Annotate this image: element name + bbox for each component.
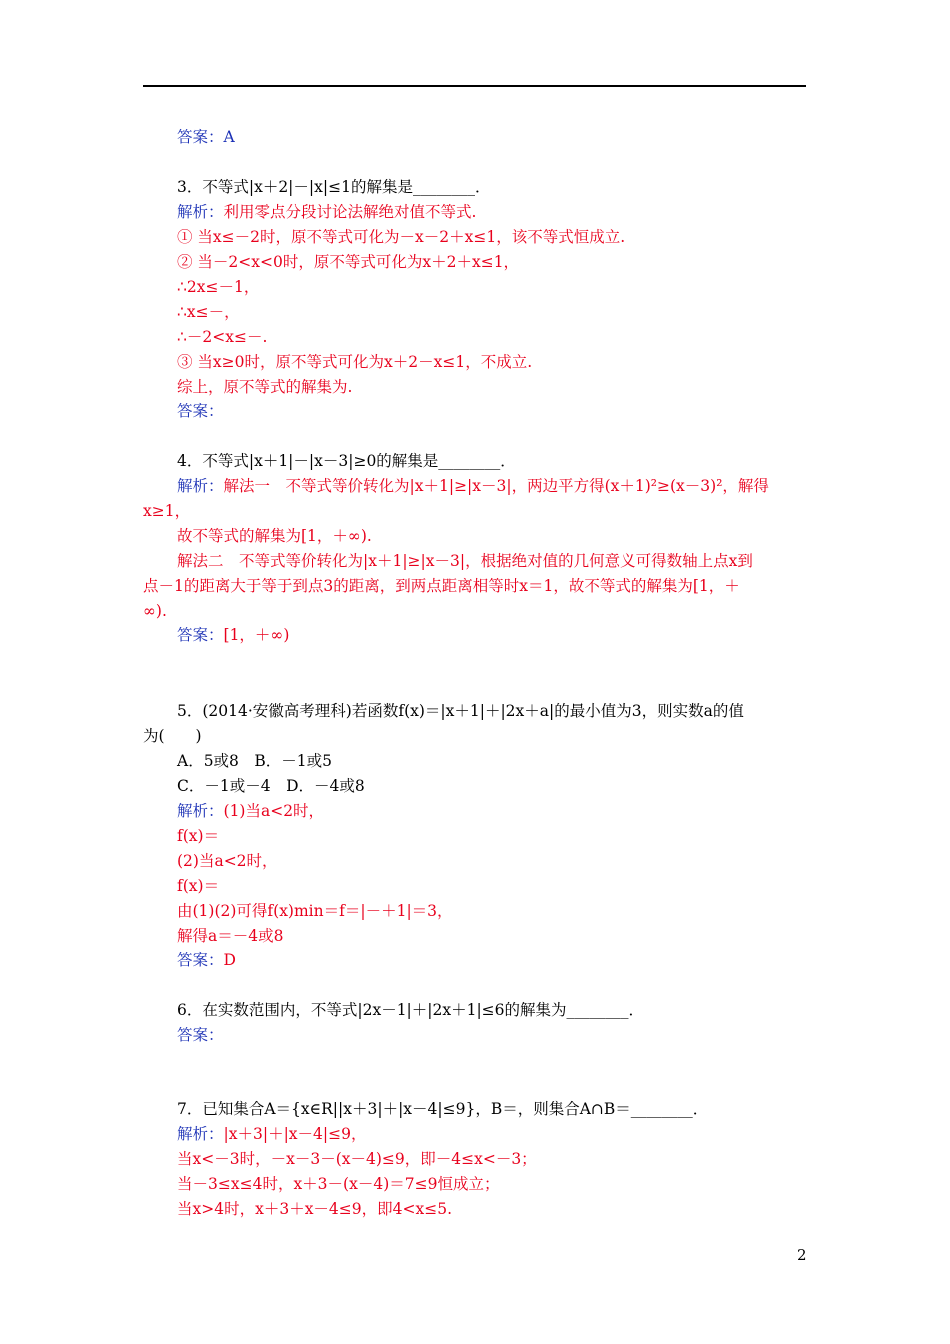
solution-text: 当x>4时，x＋3＋x－4≤9，即4<x≤5. — [177, 1200, 453, 1218]
solution-text: (1)当a<2时， — [223, 802, 325, 820]
text-line — [143, 500, 190, 522]
text-line — [177, 700, 744, 722]
solution-text: 利用零点分段讨论法解绝对值不等式. — [223, 203, 477, 221]
label-text: 答案： — [177, 1026, 224, 1044]
solution-text: 解得a＝－4或8 — [177, 927, 284, 945]
solution-text: D — [223, 951, 236, 969]
question-text: C．－1或－4 D．－4或8 — [177, 777, 365, 795]
question-text: 5．(2014·安徽高考理科)若函数f(x)＝|x＋1|＋|2x＋a|的最小值为3，则实数a的值 — [177, 702, 744, 720]
solution-text: f(x)＝ — [177, 827, 220, 845]
text-line — [177, 400, 224, 422]
question-text: 为( ) — [143, 727, 202, 745]
label-text: 答案： — [177, 402, 224, 420]
solution-text: ② 当－2<x<0时，原不等式可化为x＋2＋x≤1， — [177, 253, 520, 271]
text-line — [177, 949, 236, 971]
text-line — [177, 925, 283, 947]
question-text: A．5或8 B．－1或5 — [177, 752, 333, 770]
text-line — [143, 575, 740, 597]
page-number: 2 — [797, 1246, 807, 1264]
text-line — [177, 276, 259, 298]
text-line — [177, 1173, 499, 1195]
question-text: 7．已知集合A＝{x∈R||x＋3|＋|x－4|≤9}，B＝，则集合A∩B＝________． — [177, 1100, 709, 1118]
solution-text: ① 当x≤－2时，原不等式可化为－x－2＋x≤1，该不等式恒成立. — [177, 228, 626, 246]
solution-text: 点－1的距离大于等于到点3的距离，到两点距离相等时x＝1，故不等式的解集为[1，＋ — [143, 577, 740, 595]
question-text: 3．不等式|x＋2|－|x|≤1的解集是________． — [177, 178, 491, 196]
text-line — [177, 1148, 537, 1170]
label-text: 答案： — [177, 951, 224, 969]
solution-text: 当x<－3时，－x－3－(x－4)≤9，即－4≤x<－3； — [177, 1150, 537, 1168]
text-line — [177, 1098, 708, 1120]
question-text: 6．在实数范围内，不等式|2x－1|＋|2x＋1|≤6的解集为________． — [177, 1001, 645, 1019]
text-line — [177, 825, 219, 847]
solution-text: ∴x≤－， — [177, 303, 240, 321]
text-line — [177, 176, 490, 198]
solution-text: ∴－2<x≤－. — [177, 328, 268, 346]
solution-text: |x＋3|＋|x－4|≤9， — [223, 1125, 367, 1143]
text-line — [177, 999, 644, 1021]
text-line — [177, 201, 476, 223]
label-text: 解析： — [177, 203, 224, 221]
solution-text: 由(1)(2)可得f(x)min＝f＝|－＋1|＝3， — [177, 902, 453, 920]
solution-text: ③ 当x≥0时，原不等式可化为x＋2－x≤1，不成立. — [177, 353, 533, 371]
solution-text: ∴2x≤－1， — [177, 278, 260, 296]
solution-text: 故不等式的解集为[1，＋∞). — [177, 527, 372, 545]
text-line — [177, 1123, 366, 1145]
solution-text: 综上，原不等式的解集为. — [177, 378, 353, 396]
solution-text: 解法二 不等式等价转化为|x＋1|≥|x－3|，根据绝对值的几何意义可得数轴上点x到 — [177, 552, 753, 570]
text-line — [177, 525, 372, 547]
solution-text: 当－3≤x≤4时，x＋3－(x－4)＝7≤9恒成立； — [177, 1175, 500, 1193]
text-line — [177, 475, 769, 497]
text-line — [143, 725, 202, 747]
text-line — [177, 301, 240, 323]
solution-text: ∞). — [143, 602, 167, 620]
text-line — [177, 1024, 224, 1046]
solution-text: (2)当a<2时， — [177, 852, 278, 870]
text-line — [177, 750, 332, 772]
text-line — [177, 326, 267, 348]
text-line — [177, 875, 219, 897]
label-text: 解析： — [177, 802, 224, 820]
text-line — [177, 226, 625, 248]
text-line — [143, 600, 167, 622]
text-line — [177, 850, 278, 872]
text-line — [177, 351, 532, 373]
text-line — [177, 376, 352, 398]
solution-text: f(x)＝ — [177, 877, 220, 895]
text-line — [177, 1198, 452, 1220]
text-line — [177, 450, 516, 472]
text-line — [177, 800, 324, 822]
label-text: 解析： — [177, 477, 224, 495]
question-text: 4．不等式|x＋1|－|x－3|≥0的解集是________． — [177, 452, 516, 470]
text-line — [177, 900, 453, 922]
text-line — [177, 126, 235, 148]
solution-text: 解法一 不等式等价转化为|x＋1|≥|x－3|，两边平方得(x＋1)²≥(x－3)²，解得 — [223, 477, 769, 495]
label-text: 答案：A — [177, 128, 235, 146]
text-line — [177, 550, 753, 572]
solution-text: x≥1， — [143, 502, 191, 520]
label-text: 解析： — [177, 1125, 224, 1143]
text-line — [177, 624, 289, 646]
header-rule — [143, 85, 806, 87]
text-line — [177, 775, 365, 797]
solution-text: [1，＋∞) — [223, 626, 290, 644]
label-text: 答案： — [177, 626, 224, 644]
text-line — [177, 251, 519, 273]
